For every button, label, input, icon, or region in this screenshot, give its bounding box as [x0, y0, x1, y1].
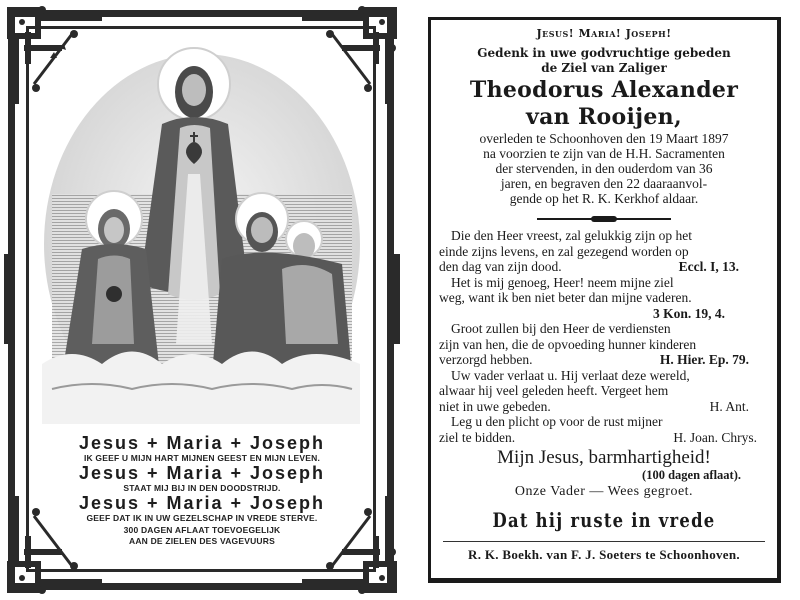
holy-family-engraving	[42, 44, 360, 424]
deceased-name	[439, 77, 769, 131]
quote-2-line-1: Het is mij genoeg, Heer! neem mijne ziel	[451, 274, 674, 290]
devotional-image-card	[2, 4, 402, 596]
invocation-caption-3: GEEF DAT IK IN UW GEZELSCHAP IN VREDE STERVE.	[86, 513, 318, 523]
invocation-caption-2: STAAT MIJ BIJ IN DEN DOODSTRIJD.	[123, 483, 281, 493]
invocations-block	[32, 434, 372, 547]
detail-line-5: gende op het R. K. Kerkhof aldaar.	[509, 191, 699, 206]
invocation-heading-3: Jesus + Maria + Joseph	[78, 493, 326, 513]
frame-side-mark	[4, 254, 10, 344]
quote-4-line-1: Uw vader verlaat u. Hij verlaat deze wereld,	[451, 367, 690, 383]
detail-line-3: der stervenden, in den ouderdom van 36	[495, 161, 713, 176]
quote-3-line-1: Groot zullen bij den Heer de verdiensten	[451, 321, 671, 336]
detail-line-2: na voorzien te zijn van de H.H. Sacramenten	[483, 146, 725, 161]
ornamental-divider	[537, 216, 671, 222]
frame-side-mark	[394, 254, 400, 344]
invocation-caption-1: IK GEEF U MIJN HART MIJNEN GEEST EN MIJN LEVEN.	[83, 453, 321, 463]
death-details	[439, 131, 769, 206]
name-line-1: Theodorus Alexander	[469, 77, 739, 103]
quote-2-line-2: weg, want ik ben niet beter dan mijne vaderen.	[439, 290, 692, 305]
quote-1-line-2: einde zijns levens, en zal gezegend worden op	[439, 243, 689, 259]
quote-1-source: Eccl. I, 13.	[678, 259, 739, 274]
card-header: Jesus! Maria! Joseph!	[536, 27, 672, 40]
quote-1-last	[439, 259, 769, 275]
detail-line-4: jaren, en begraven den 22 daaraanvol-	[500, 176, 708, 191]
footer-rule	[443, 541, 765, 542]
indulgence-line-1: 300 DAGEN AFLAAT TOEVOEGELIJK	[123, 525, 281, 535]
memorial-text-card	[428, 17, 781, 583]
intro-line-2: de Ziel van Zaliger	[541, 61, 667, 75]
mercy-plea: Mijn Jesus, barmhartigheid!	[497, 447, 711, 468]
quote-4-source: H. Ant.	[709, 398, 749, 414]
quote-5-line-1: Leg u den plicht op voor de rust mijner	[451, 414, 663, 429]
printer-imprint: R. K. Boekh. van F. J. Soeters te Schoonhoven.	[468, 547, 740, 562]
intro-text	[439, 46, 769, 76]
quote-3-line-3: verzorgd hebben.	[439, 352, 533, 367]
quote-5-line-2: ziel te bidden.	[439, 429, 516, 445]
quote-1-line-3: den dag van zijn dood.	[439, 259, 562, 274]
quote-1-line-1: Die den Heer vreest, zal gelukkig zijn op het	[451, 228, 693, 243]
invocation-heading-2: Jesus + Maria + Joseph	[78, 463, 326, 483]
quote-5-source: H. Joan. Chrys.	[673, 429, 757, 445]
detail-line-1: overleden te Schoonhoven den 19 Maart 1897	[479, 131, 729, 146]
quote-5-last	[439, 430, 769, 446]
quote-2-source: 3 Kon. 19, 4.	[652, 305, 725, 321]
name-line-2: van Rooijen,	[526, 104, 682, 130]
quote-3-source: H. Hier. Ep. 79.	[659, 352, 749, 367]
scripture-quotes	[439, 228, 769, 445]
plea-indulgence: (100 dagen aflaat).	[642, 468, 741, 482]
prayers-line: Onze Vader — Wees gegroet.	[514, 484, 694, 499]
rest-in-peace-blackletter: Dat hij ruste in vrede	[492, 508, 716, 532]
quote-3-last	[439, 352, 769, 368]
quote-4-line-2: alwaar hij veel geleden heeft. Vergeet hem	[439, 383, 669, 398]
invocation-heading-1: Jesus + Maria + Joseph	[78, 433, 326, 453]
quote-4-line-3: niet in uwe gebeden.	[439, 398, 551, 414]
indulgence-line-2: AAN DE ZIELEN DES VAGEVUURS	[129, 536, 275, 546]
quote-3-line-2: zijn van hen, die de opvoeding hunner kinderen	[439, 336, 697, 352]
quote-4-last	[439, 399, 769, 415]
intro-line-1: Gedenk in uwe godvruchtige gebeden	[477, 46, 731, 60]
